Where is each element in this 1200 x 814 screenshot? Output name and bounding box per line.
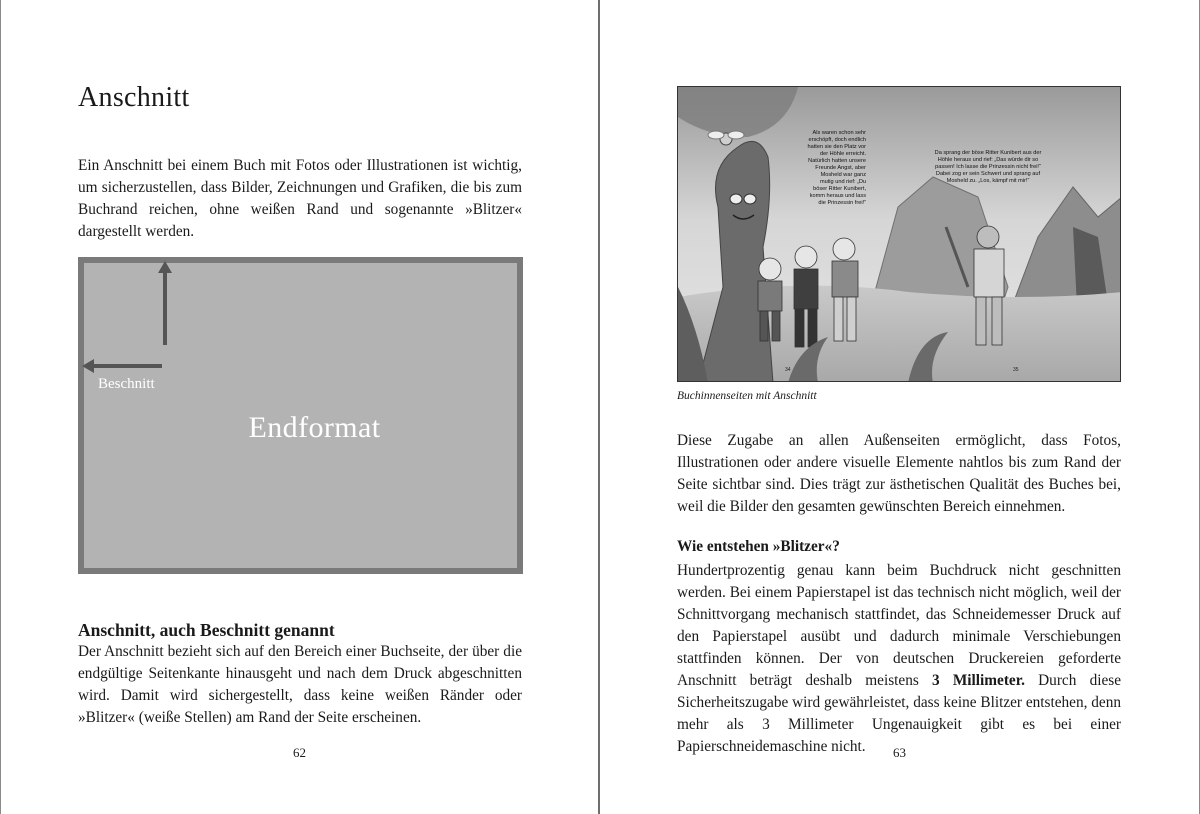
gutter: [598, 0, 600, 814]
arrow-left-head: [82, 359, 94, 373]
bleed-diagram: [78, 257, 523, 574]
figure-page-number-left: 34: [785, 367, 791, 373]
section-heading-bleed: Anschnitt, auch Beschnitt genannt: [78, 620, 335, 640]
paragraph-blitzer-part-1: Hundertprozentig genau kann beim Buchdruck nicht geschnitten werden. Bei einem Papierstapel ist das technisch nicht möglich, weil der Schnittvorgang mechanisch stattfindet, das Schneidemesser Druck auf den Papierstapel ausübt und dadurch minimale Verschiebungen stattfinden können. Der von deutschen Druckereien geforderte Anschnitt beträgt deshalb meistens: [677, 562, 1121, 689]
paragraph-edges: Diese Zugabe an allen Außenseiten ermöglicht, dass Fotos, Illustrationen oder andere visuelle Elemente nahtlos bis zum Rand der Seite sichtbar sind. Dies trägt zur ästhetischen Qualität des Buches bei, weil die Bilder den gesamten gewünschten Bereich einnehmen.: [677, 432, 1121, 515]
section-heading-blitzer: Wie entstehen »Blitzer«?: [677, 538, 840, 555]
trim-format-label: Endformat: [248, 411, 381, 444]
bleed-label: Beschnitt: [98, 376, 155, 392]
page-number-right: 63: [893, 745, 906, 760]
paragraph-blitzer-part-2: Durch diese Sicherheitszugabe wird gewährleistet, dass keine Blitzer entstehen, denn mehr als 3 Millimeter Ungenauigkeit gibt es bei einer Papierschneidemaschine nicht.: [677, 672, 1121, 755]
arrow-up-head: [158, 261, 172, 273]
illustration-image: [678, 87, 1121, 382]
bleed-size-value: 3 Millimeter.: [932, 672, 1025, 689]
figure-page-number-right: 35: [1013, 367, 1019, 373]
page-number-left: 62: [293, 745, 306, 760]
figure-story-text-left: Als waren schon sehr erschöpft, doch endlich hatten sie den Platz vor der Höhle erreicht. Natürlich hatten unsere Freunde Angst, aber Mosheld war ganz mutig und rief: „Du böser Ritter Kunibert, komm heraus und lass die Prinzessin frei!“: [807, 130, 866, 206]
intro-paragraph: Ein Anschnitt bei einem Buch mit Fotos oder Illustrationen ist wichtig, um sicherzustellen, dass Bilder, Zeichnungen und Grafiken, die bis zum Buchrand reichen, ohne weißen Rand und sogenannte »Blitzer« dargestellt werden.: [78, 157, 522, 240]
illustration-figure: [677, 86, 1121, 382]
left-page: [0, 0, 599, 814]
bleed-paragraph: Der Anschnitt bezieht sich auf den Bereich einer Buchseite, der über die endgültige Seitenkante hinausgeht und nach dem Druck abgeschnitten wird. Damit wird sichergestellt, dass keine weißen Ränder oder »Blitzer« (weiße Stellen) am Rand der Seite erscheinen.: [78, 643, 522, 726]
paragraph-blitzer: [677, 560, 1121, 758]
figure-story-text-right: Da sprang der böse Ritter Kunibert aus der Höhle heraus und rief: „Das würde dir so passen! Ich lasse die Prinzessin nicht frei!“ Dabei zog er sein Schwert und sprang auf Mosheld zu. „Los, kämpf mit mir!“: [934, 150, 1042, 184]
chapter-title: Anschnitt: [78, 82, 190, 113]
figure-caption: Buchinnenseiten mit Anschnitt: [677, 390, 817, 402]
